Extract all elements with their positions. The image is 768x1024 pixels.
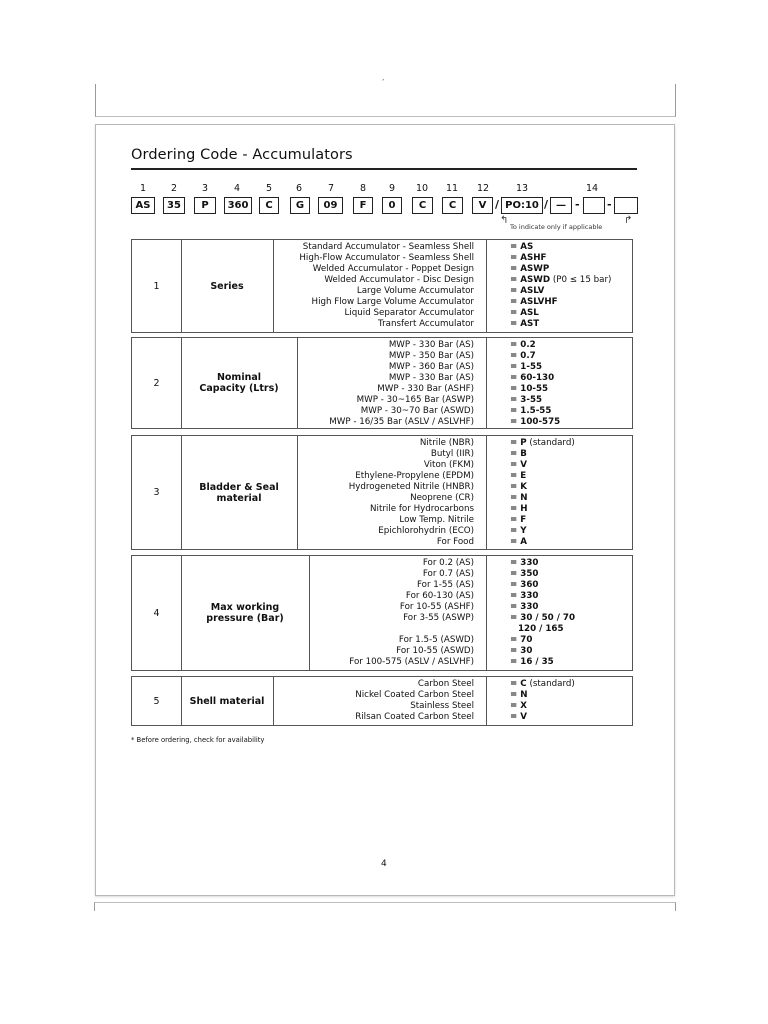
right-bracket-arrow-icon: ↱ bbox=[624, 215, 633, 226]
option-code bbox=[510, 449, 527, 460]
option-code-note: (standard) bbox=[526, 438, 575, 448]
next-page-edge bbox=[94, 902, 676, 911]
option-label: For 1-55 (AS) bbox=[416, 580, 474, 590]
option-code bbox=[510, 482, 527, 493]
option-code-value: = 70 bbox=[510, 635, 533, 645]
option-code bbox=[510, 591, 538, 602]
option-code-value: = ASL bbox=[510, 308, 539, 318]
option-code bbox=[510, 460, 527, 471]
option-labels-column bbox=[273, 677, 487, 725]
option-labels-column bbox=[273, 436, 487, 549]
option-code bbox=[510, 515, 526, 526]
option-code bbox=[510, 471, 526, 482]
option-code-value: = 30 bbox=[510, 646, 533, 656]
option-code bbox=[510, 417, 560, 428]
option-label: For Food bbox=[436, 537, 474, 547]
option-label: MWP - 360 Bar (AS) bbox=[388, 362, 474, 372]
option-code-value: = N bbox=[510, 493, 528, 503]
option-codes-column bbox=[486, 338, 632, 428]
code-box: — bbox=[550, 197, 572, 214]
option-code bbox=[510, 373, 554, 384]
code-separator: / bbox=[495, 198, 500, 211]
option-code-value: = 1.5-55 bbox=[510, 406, 552, 416]
option-code-value: = 30 / 50 / 70 bbox=[510, 613, 576, 623]
option-code bbox=[510, 657, 554, 668]
option-codes-column bbox=[486, 677, 632, 725]
group-name: Nominal Capacity (Ltrs) bbox=[181, 338, 298, 428]
option-code bbox=[510, 679, 575, 690]
option-code bbox=[510, 537, 527, 548]
code-box: 09 bbox=[318, 197, 343, 214]
option-label: Nitrile (NBR) bbox=[419, 438, 474, 448]
option-label: MWP - 330 Bar (AS) bbox=[388, 340, 474, 350]
position-number: 13 bbox=[515, 183, 529, 194]
code-box: F bbox=[353, 197, 373, 214]
option-label: For 10-55 (ASWD) bbox=[396, 646, 474, 656]
option-code-value: = 1-55 bbox=[510, 362, 543, 372]
page-artifact-mark: ’ bbox=[382, 78, 385, 86]
group-name: Bladder & Seal material bbox=[181, 436, 298, 549]
option-code bbox=[510, 569, 538, 580]
option-label: Transfert Accumulator bbox=[378, 319, 474, 329]
option-label: For 0.7 (AS) bbox=[422, 569, 474, 579]
option-label: For 3-55 (ASWP) bbox=[403, 613, 474, 623]
option-code-value: = 350 bbox=[510, 569, 539, 579]
option-label: MWP - 350 Bar (AS) bbox=[388, 351, 474, 361]
position-number: 1 bbox=[139, 183, 147, 194]
option-codes-column bbox=[486, 240, 632, 332]
group-name: Max working pressure (Bar) bbox=[181, 556, 310, 670]
option-label: High Flow Large Volume Accumulator bbox=[311, 297, 474, 307]
option-label: Neoprene (CR) bbox=[410, 493, 474, 503]
code-separator: / bbox=[544, 198, 549, 211]
position-number: 10 bbox=[415, 183, 429, 194]
code-separator: - bbox=[607, 198, 612, 211]
option-code-value: = 330 bbox=[510, 558, 539, 568]
option-code-value: = ASHF bbox=[510, 253, 547, 263]
option-code bbox=[510, 712, 527, 723]
option-code-value: = ASLVHF bbox=[510, 297, 558, 307]
option-code bbox=[510, 264, 549, 275]
left-bracket-arrow-icon: ↰ bbox=[500, 215, 509, 226]
option-code bbox=[510, 558, 538, 569]
availability-footnote: * Before ordering, check for availability bbox=[131, 736, 265, 744]
option-code bbox=[510, 438, 575, 449]
group-number: 2 bbox=[132, 338, 182, 428]
position-number: 3 bbox=[201, 183, 209, 194]
option-code-value: = ASLV bbox=[510, 286, 545, 296]
option-code-value: = 100-575 bbox=[510, 417, 561, 427]
option-code bbox=[510, 340, 536, 351]
option-code bbox=[510, 395, 542, 406]
option-label: Butyl (IIR) bbox=[430, 449, 474, 459]
title-underline bbox=[131, 168, 637, 170]
group-number: 3 bbox=[132, 436, 182, 549]
option-label: Ethylene-Propylene (EPDM) bbox=[355, 471, 474, 481]
option-code-note: (P0 ≤ 15 bar) bbox=[550, 275, 612, 285]
option-code-value: = H bbox=[510, 504, 528, 514]
code-box-empty bbox=[583, 197, 605, 214]
option-code-value: = 16 / 35 bbox=[510, 657, 554, 667]
option-labels-column bbox=[273, 556, 487, 670]
option-label: MWP - 30~165 Bar (ASWP) bbox=[356, 395, 474, 405]
option-code bbox=[510, 286, 544, 297]
option-group bbox=[131, 435, 633, 550]
option-code bbox=[510, 493, 528, 504]
option-code bbox=[510, 613, 575, 624]
option-code bbox=[510, 646, 532, 657]
option-label: MWP - 30~70 Bar (ASWD) bbox=[360, 406, 474, 416]
option-label: Carbon Steel bbox=[417, 679, 474, 689]
option-code bbox=[510, 319, 539, 330]
option-labels-column bbox=[273, 240, 487, 332]
document-page bbox=[95, 124, 675, 896]
page-number: 4 bbox=[381, 859, 387, 869]
code-separator: - bbox=[575, 198, 580, 211]
option-code-value: = K bbox=[510, 482, 528, 492]
option-group bbox=[131, 676, 633, 726]
option-group bbox=[131, 239, 633, 333]
group-name: Series bbox=[181, 240, 274, 332]
option-group bbox=[131, 337, 633, 429]
option-code-value: = E bbox=[510, 471, 527, 481]
option-code bbox=[510, 297, 558, 308]
option-code-value: = B bbox=[510, 449, 527, 459]
option-code-note: (standard) bbox=[526, 679, 575, 689]
option-code-value: = F bbox=[510, 515, 527, 525]
option-code-value: = ASWP bbox=[510, 264, 550, 274]
code-box: P bbox=[194, 197, 216, 214]
option-label: For 0.2 (AS) bbox=[422, 558, 474, 568]
position-number: 12 bbox=[476, 183, 490, 194]
option-label: Epichlorohydrin (ECO) bbox=[378, 526, 474, 536]
option-label: Large Volume Accumulator bbox=[356, 286, 474, 296]
option-code-value: = AS bbox=[510, 242, 534, 252]
option-code bbox=[510, 504, 528, 515]
option-label: MWP - 330 Bar (ASHF) bbox=[377, 384, 474, 394]
option-labels-column bbox=[273, 338, 487, 428]
option-label: Low Temp. Nitrile bbox=[399, 515, 474, 525]
option-label: Welded Accumulator - Poppet Design bbox=[312, 264, 474, 274]
option-label: Stainless Steel bbox=[410, 701, 474, 711]
option-label: Viton (FKM) bbox=[423, 460, 474, 470]
code-box: AS bbox=[131, 197, 155, 214]
option-codes-column bbox=[486, 556, 632, 670]
option-label: For 1.5-5 (ASWD) bbox=[398, 635, 474, 645]
option-code-value: = 10-55 bbox=[510, 384, 549, 394]
option-code-value: = 3-55 bbox=[510, 395, 543, 405]
option-label: For 100-575 (ASLV / ASLVHF) bbox=[349, 657, 474, 667]
code-box: V bbox=[472, 197, 493, 214]
code-box: C bbox=[259, 197, 279, 214]
option-code bbox=[510, 242, 533, 253]
option-code bbox=[510, 406, 551, 417]
code-box: PO:10 bbox=[501, 197, 543, 214]
option-code bbox=[510, 526, 527, 537]
option-code-value: 120 / 165 bbox=[518, 624, 564, 634]
option-code bbox=[510, 362, 542, 373]
position-number: 14 bbox=[585, 183, 599, 194]
position-number: 11 bbox=[445, 183, 459, 194]
option-code-value: = X bbox=[510, 701, 528, 711]
option-code-value: = 360 bbox=[510, 580, 539, 590]
option-code-value: = V bbox=[510, 460, 528, 470]
option-code-value: = 0.2 bbox=[510, 340, 536, 350]
previous-page-edge bbox=[95, 78, 676, 117]
option-code-value: = P bbox=[510, 438, 527, 448]
position-number: 5 bbox=[265, 183, 273, 194]
option-code bbox=[510, 690, 528, 701]
code-box: G bbox=[290, 197, 310, 214]
option-code bbox=[510, 635, 532, 646]
option-code-value: = 60-130 bbox=[510, 373, 555, 383]
option-code-value: = V bbox=[510, 712, 528, 722]
position-number: 6 bbox=[295, 183, 303, 194]
code-box-empty bbox=[614, 197, 638, 214]
position-number: 7 bbox=[327, 183, 335, 194]
option-label: Rilsan Coated Carbon Steel bbox=[355, 712, 474, 722]
option-code-value: = N bbox=[510, 690, 528, 700]
option-group bbox=[131, 555, 633, 671]
option-code bbox=[510, 701, 527, 712]
option-code-value: = 330 bbox=[510, 591, 539, 601]
option-label: Nickel Coated Carbon Steel bbox=[355, 690, 474, 700]
option-code-value: = ASWD bbox=[510, 275, 551, 285]
group-number: 1 bbox=[132, 240, 182, 332]
option-label: Standard Accumulator - Seamless Shell bbox=[302, 242, 474, 252]
option-label: MWP - 330 Bar (AS) bbox=[388, 373, 474, 383]
option-code bbox=[510, 253, 547, 264]
option-label: For 60-130 (AS) bbox=[405, 591, 474, 601]
position-number: 4 bbox=[233, 183, 241, 194]
option-code-value: = 0.7 bbox=[510, 351, 536, 361]
option-label: MWP - 16/35 Bar (ASLV / ASLVHF) bbox=[329, 417, 474, 427]
position-number: 8 bbox=[359, 183, 367, 194]
option-code-value: = A bbox=[510, 537, 528, 547]
option-code bbox=[510, 351, 536, 362]
option-label: Nitrile for Hydrocarbons bbox=[370, 504, 474, 514]
code-box: 360 bbox=[224, 197, 252, 214]
option-code-value: = AST bbox=[510, 319, 540, 329]
option-label: High-Flow Accumulator - Seamless Shell bbox=[299, 253, 474, 263]
option-code bbox=[518, 624, 564, 635]
code-box: 35 bbox=[163, 197, 185, 214]
option-codes-column bbox=[486, 436, 632, 549]
option-code-value: = C bbox=[510, 679, 527, 689]
option-code bbox=[510, 275, 611, 286]
page-title: Ordering Code - Accumulators bbox=[131, 147, 353, 163]
code-box: C bbox=[442, 197, 463, 214]
applicable-note: To indicate only if applicable bbox=[510, 223, 603, 231]
option-code bbox=[510, 308, 539, 319]
group-name: Shell material bbox=[181, 677, 274, 725]
option-label: Welded Accumulator - Disc Design bbox=[324, 275, 474, 285]
position-number: 9 bbox=[388, 183, 396, 194]
option-code bbox=[510, 602, 538, 613]
position-number: 2 bbox=[170, 183, 178, 194]
option-label: Hydrogeneted Nitrile (HNBR) bbox=[348, 482, 474, 492]
option-code bbox=[510, 384, 548, 395]
option-code-value: = 330 bbox=[510, 602, 539, 612]
option-code bbox=[510, 580, 538, 591]
option-code-value: = Y bbox=[510, 526, 527, 536]
option-label: For 10-55 (ASHF) bbox=[399, 602, 474, 612]
code-box: 0 bbox=[382, 197, 402, 214]
code-box: C bbox=[412, 197, 433, 214]
group-number: 4 bbox=[132, 556, 182, 670]
option-label: Liquid Separator Accumulator bbox=[344, 308, 474, 318]
group-number: 5 bbox=[132, 677, 182, 725]
